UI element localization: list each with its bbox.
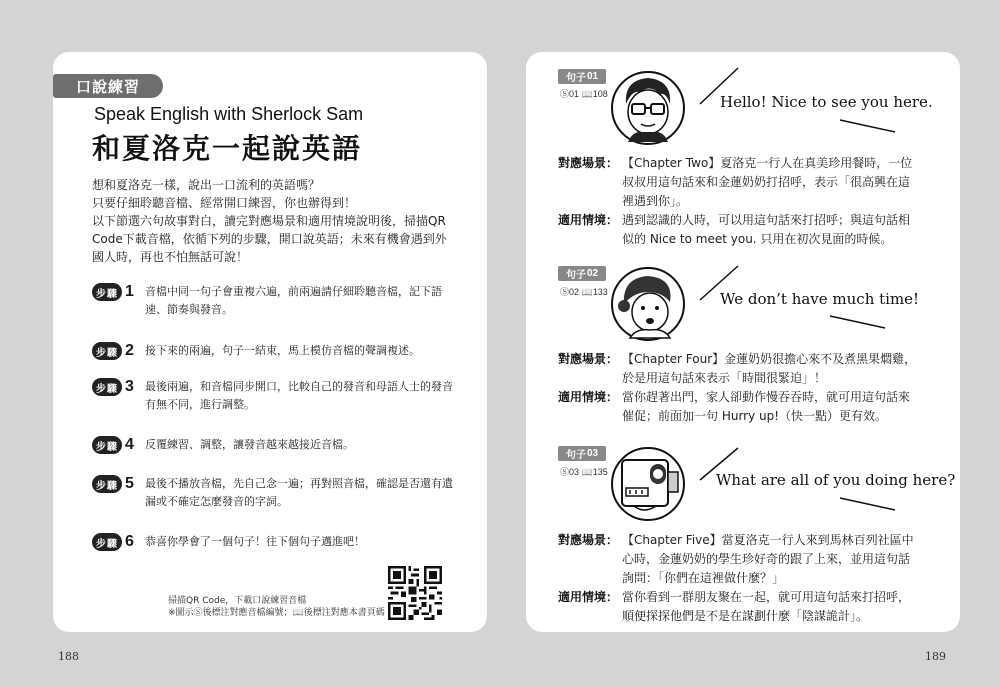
scene-text: 【Chapter Four】金蓮奶奶很擔心來不及煮黑果燜雞，於是用這句話來表示「時間很緊迫」！ bbox=[622, 352, 917, 385]
step-3 bbox=[92, 378, 462, 414]
page-title-zh: 和夏洛克一起說英語 bbox=[92, 132, 363, 165]
sherlock-sam-avatar bbox=[610, 70, 686, 146]
intro-line: 只要仔細聆聽音檔、經常開口練習，你也辦得到！ bbox=[92, 196, 357, 210]
usage-text: 當你趕著出門，家人卻動作慢吞吞時，就可用這句話來催促；前面加一句 Hurry up!（快一點）更有效。 bbox=[622, 390, 911, 423]
audio-page-ref: Ⓢ01 📖108 bbox=[560, 89, 608, 99]
qr-caption-line: 掃描QR Code，下載口說練習音檔 bbox=[168, 596, 307, 606]
step-number: 3 bbox=[125, 378, 134, 395]
scene-label: 對應場景： bbox=[558, 156, 619, 170]
step-text: 最後兩遍，和音檔同步開口，比較自己的發音和母語人士的發音有無不同，進行調整。 bbox=[145, 380, 453, 411]
page-title-en: Speak English with Sherlock Sam bbox=[94, 104, 364, 124]
step-text: 反覆練習、調整，讓發音越來越接近音檔。 bbox=[145, 438, 354, 451]
qr-code[interactable] bbox=[388, 566, 442, 620]
scene-text: 【Chapter Two】夏洛克一行人在真美珍用餐時，一位叔叔用這句話來和金蓮奶奶打招呼，表示「很高興在這裡遇到你」。 bbox=[622, 156, 913, 208]
qr-caption-note: ※圖示Ⓢ後標注對應音檔編號；📖後標注對應本書頁碼 bbox=[168, 608, 385, 618]
page-number-left: 188 bbox=[58, 650, 79, 663]
scene-detail-02 bbox=[558, 350, 920, 388]
intro-line: 以下節選六句故事對白，讀完對應場景和適用情境說明後，掃描QR bbox=[92, 214, 446, 228]
grandma-avatar bbox=[610, 266, 686, 342]
page-number-right: 189 bbox=[925, 650, 946, 663]
step-2 bbox=[92, 342, 462, 360]
step-badge: 步驟 bbox=[92, 475, 122, 493]
usage-detail-03 bbox=[558, 588, 920, 626]
scene-label: 對應場景： bbox=[558, 533, 619, 547]
sentence-label: 句子 bbox=[565, 450, 586, 461]
step-text: 接下來的兩遍，句子一結束，馬上模仿音檔的聲調複述。 bbox=[145, 344, 420, 357]
sentence-number: 02 bbox=[586, 268, 599, 279]
usage-detail-02 bbox=[558, 388, 920, 426]
step-number: 1 bbox=[125, 283, 134, 300]
intro-paragraph bbox=[92, 176, 462, 266]
audio-page-ref: Ⓢ03 📖135 bbox=[560, 467, 608, 477]
sentence-label: 句子 bbox=[565, 73, 586, 84]
section-tab: 口說練習 bbox=[53, 74, 163, 98]
step-text: 音檔中同一句子會重複六遍，前兩遍請仔細聆聽音檔，記下語速、節奏與發音。 bbox=[145, 285, 442, 316]
step-badge: 步驟 bbox=[92, 283, 122, 301]
step-badge: 步驟 bbox=[92, 342, 122, 360]
scene-detail-01 bbox=[558, 154, 920, 211]
usage-label: 適用情境： bbox=[558, 390, 619, 404]
sentence-number: 03 bbox=[586, 448, 599, 459]
step-text: 最後不播放音檔，先自己念一遍；再對照音檔，確認是否還有遺漏或不確定怎麼發音的字詞。 bbox=[145, 477, 453, 508]
step-badge: 步驟 bbox=[92, 378, 122, 396]
speech-text-01: Hello! Nice to see you here. bbox=[720, 93, 933, 111]
usage-text: 遇到認識的人時，可以用這句話來打招呼；與這句話相似的 Nice to meet you. 只用在初次見面的時候。 bbox=[622, 213, 911, 246]
scene-detail-03 bbox=[558, 531, 920, 588]
usage-label: 適用情境： bbox=[558, 213, 619, 227]
step-number: 5 bbox=[125, 475, 134, 492]
sentence-label: 句子 bbox=[565, 270, 586, 281]
step-6 bbox=[92, 533, 462, 551]
robot-avatar bbox=[610, 446, 686, 522]
usage-detail-01 bbox=[558, 211, 920, 249]
speech-text-03: What are all of you doing here? bbox=[716, 471, 956, 489]
usage-label: 適用情境： bbox=[558, 590, 619, 604]
sentence-tag-01 bbox=[558, 69, 606, 84]
sentence-tag-02 bbox=[558, 266, 606, 281]
step-number: 2 bbox=[125, 342, 134, 359]
step-4 bbox=[92, 436, 462, 454]
intro-line: Code下載音檔，依循下列的步驟，開口說英語；未來有機會遇到外 bbox=[92, 232, 447, 246]
intro-line: 國人時，再也不怕無話可說！ bbox=[92, 250, 249, 264]
step-number: 6 bbox=[125, 533, 134, 550]
qr-caption bbox=[168, 595, 385, 619]
usage-text: 當你看到一群朋友聚在一起，就可用這句話來打招呼，順便探探他們是不是在謀劃什麼「陰謀詭計」。 bbox=[622, 590, 911, 623]
sentence-number: 01 bbox=[586, 71, 599, 82]
scene-text: 【Chapter Five】當夏洛克一行人來到馬林百列社區中心時，金蓮奶奶的學生珍好奇的跟了上來，並用這句話詢問：「你們在這裡做什麼？」 bbox=[622, 533, 914, 585]
scene-label: 對應場景： bbox=[558, 352, 619, 366]
step-badge: 步驟 bbox=[92, 436, 122, 454]
sentence-tag-03 bbox=[558, 446, 606, 461]
step-text: 恭喜你學會了一個句子！往下個句子邁進吧！ bbox=[145, 535, 365, 548]
step-5 bbox=[92, 475, 462, 511]
intro-line: 想和夏洛克一樣，說出一口流利的英語嗎？ bbox=[92, 178, 321, 192]
speech-text-02: We don’t have much time! bbox=[720, 290, 920, 308]
step-number: 4 bbox=[125, 436, 134, 453]
step-badge: 步驟 bbox=[92, 533, 122, 551]
step-1 bbox=[92, 283, 462, 319]
audio-page-ref: Ⓢ02 📖133 bbox=[560, 287, 608, 297]
